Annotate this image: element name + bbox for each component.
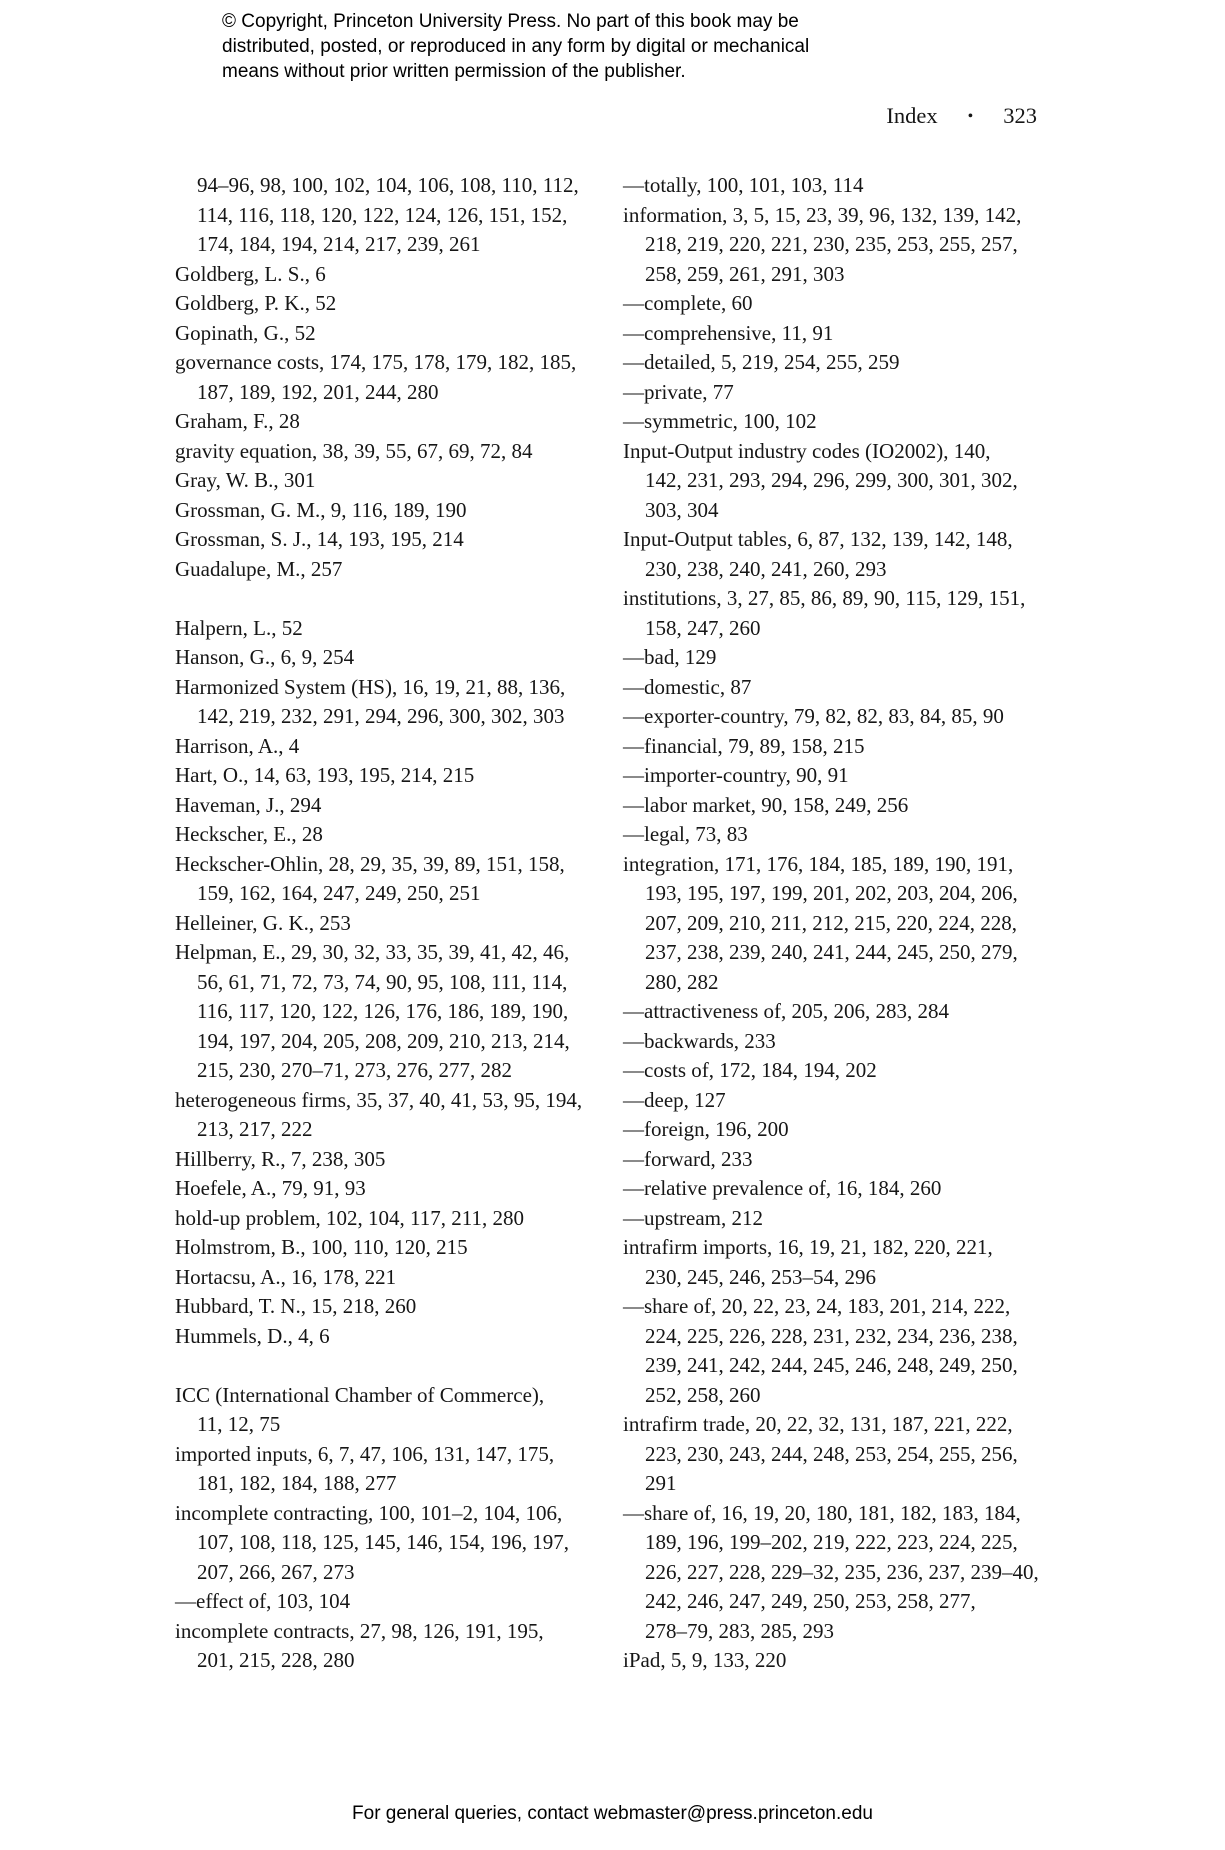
index-entry-line: —effect of, 103, 104 [175,1589,351,1613]
index-entry-continuation-line: 224, 225, 226, 228, 231, 232, 234, 236, 238, [645,1323,1018,1348]
index-entry-continuation-line: 159, 162, 164, 247, 249, 250, 251 [197,881,481,905]
index-entry-line: Hillberry, R., 7, 238, 305 [175,1146,386,1171]
index-entry-continuation-line: 280, 282 [645,969,719,994]
index-entry-line: —deep, 127 [623,1087,726,1112]
index-entry-line: —domestic, 87 [623,674,752,699]
index-entry-continuation-line: 230, 238, 240, 241, 260, 293 [645,556,887,581]
index-entry-continuation-line: 11, 12, 75 [197,1412,281,1436]
index-entry-line: Hubbard, T. N., 15, 218, 260 [175,1294,417,1318]
index-entry-continuation-line: 207, 209, 210, 211, 212, 215, 220, 224, 228, [645,910,1017,935]
index-entry-continuation-line: 239, 241, 242, 244, 245, 246, 248, 249, 250, [645,1353,1018,1377]
index-entry-continuation-line: 218, 219, 220, 221, 230, 235, 253, 255, 257, [645,232,1018,256]
index-entry-line: gravity equation, 38, 39, 55, 67, 69, 72, 84 [175,438,533,463]
index-entry-line: imported inputs, 6, 7, 47, 106, 131, 147, 175, [175,1441,555,1466]
index-entry-continuation-line: 142, 231, 293, 294, 296, 299, 300, 301, 302, [645,468,1018,492]
index-entry-continuation-line: 181, 182, 184, 188, 277 [197,1471,397,1495]
index-entry-line: —financial, 79, 89, 158, 215 [623,733,865,758]
index-entry-line: Guadalupe, M., 257 [175,556,343,581]
index-entry-line: Halpern, L., 52 [175,615,303,640]
index-entry-line: Grossman, S. J., 14, 193, 195, 214 [175,527,464,551]
index-entry-line: iPad, 5, 9, 133, 220 [623,1648,787,1672]
index-entry-line: heterogeneous firms, 35, 37, 40, 41, 53, 95, 194, [175,1087,583,1112]
index-entry-continuation-line: 201, 215, 228, 280 [197,1648,355,1672]
index-entry-line: —importer-country, 90, 91 [623,763,849,787]
index-entry-line: —costs of, 172, 184, 194, 202 [623,1058,877,1082]
index-entry-line: Harmonized System (HS), 16, 19, 21, 88, 136, [175,674,566,699]
index-entry-line: —foreign, 196, 200 [623,1117,789,1141]
index-entry-line: Harrison, A., 4 [175,733,300,758]
index-entry-line: ICC (International Chamber of Commerce), [175,1382,545,1407]
index-entry-line: —legal, 73, 83 [623,822,748,846]
index-entry-line: governance costs, 174, 175, 178, 179, 182, 185, [175,350,577,374]
index-entry-line: hold-up problem, 102, 104, 117, 211, 280 [175,1205,525,1230]
index-entry-line: —relative prevalence of, 16, 184, 260 [623,1176,942,1200]
index-entry-line: —totally, 100, 101, 103, 114 [623,173,864,197]
index-entry-continuation-line: 114, 116, 118, 120, 122, 124, 126, 151, 152, [197,202,568,227]
index-entry-line: intrafirm imports, 16, 19, 21, 182, 220, 221, [623,1235,993,1259]
index-entry-continuation-line: 226, 227, 228, 229–32, 235, 236, 237, 239–40, [645,1559,1039,1584]
index-entry-line: Helleiner, G. K., 253 [175,910,351,935]
index-entry-line: Input-Output tables, 6, 87, 132, 139, 142, 148, [623,527,1013,551]
index-entry-line: Hoefele, A., 79, 91, 93 [175,1176,366,1200]
index-entry-continuation-line: 158, 247, 260 [645,615,761,640]
index-entry-continuation-line: 116, 117, 120, 122, 126, 176, 186, 189, 190, [197,999,569,1023]
footer-contact-note: For general queries, contact webmaster@press.princeton.edu [352,1803,873,1824]
index-entry-line: —upstream, 212 [623,1205,763,1230]
index-entry-continuation-line: 252, 258, 260 [645,1382,761,1407]
index-entry-line: Graham, F., 28 [175,409,300,433]
index-entry-continuation-line: 207, 266, 267, 273 [197,1559,355,1584]
index-entry-line: incomplete contracting, 100, 101–2, 104, 106, [175,1500,563,1525]
index-entry-line: Helpman, E., 29, 30, 32, 33, 35, 39, 41, 42, 46, [175,940,570,964]
header-bullet-separator: • [967,108,974,125]
index-column-right [623,171,1093,1676]
index-entry-line: Hortacsu, A., 16, 178, 221 [175,1264,397,1289]
index-entry-line: 94–96, 98, 100, 102, 104, 106, 108, 110, 112, [197,173,579,197]
copyright-line-3: means without prior written permission of the publisher. [222,61,686,82]
index-entry-line: —forward, 233 [623,1146,753,1171]
index-entry-line: Goldberg, P. K., 52 [175,291,337,315]
index-entry-line: —labor market, 90, 158, 249, 256 [623,792,909,817]
index-entry-line: Heckscher, E., 28 [175,822,323,846]
index-entry-line: —backwards, 233 [623,1028,776,1053]
index-entry-line: Hart, O., 14, 63, 193, 195, 214, 215 [175,763,475,787]
index-entry-continuation-line: 187, 189, 192, 201, 244, 280 [197,379,439,404]
index-entry-line: Heckscher-Ohlin, 28, 29, 35, 39, 89, 151, 158, [175,851,565,876]
index-entry-continuation-line: 278–79, 283, 285, 293 [645,1618,834,1643]
page-header [886,103,1037,129]
index-entry-line: —exporter-country, 79, 82, 82, 83, 84, 85, 90 [623,704,1004,728]
index-entry-continuation-line: 107, 108, 118, 125, 145, 146, 154, 196, 197, [197,1530,569,1554]
index-entry-line: —comprehensive, 11, 91 [623,320,834,345]
index-entry-continuation-line: 142, 219, 232, 291, 294, 296, 300, 302, 303 [197,704,565,728]
index-entry-continuation-line: 56, 61, 71, 72, 73, 74, 90, 95, 108, 111, 114, [197,969,568,994]
copyright-line-1: © Copyright, Princeton University Press. No part of this book may be [222,11,799,32]
index-entry-continuation-line: 194, 197, 204, 205, 208, 209, 210, 213, 214, [197,1028,570,1053]
index-entry-line: Haveman, J., 294 [175,792,322,817]
index-entry-line: integration, 171, 176, 184, 185, 189, 190, 191, [623,851,1014,876]
index-entry-line: —complete, 60 [623,291,753,315]
index-entry-continuation-line: 174, 184, 194, 214, 217, 239, 261 [197,232,481,256]
index-entry-continuation-line: 223, 230, 243, 244, 248, 253, 254, 255, 256, [645,1441,1018,1466]
index-entry-line: Grossman, G. M., 9, 116, 189, 190 [175,497,467,522]
index-entry-line: incomplete contracts, 27, 98, 126, 191, 195, [175,1618,544,1643]
index-entry-continuation-line: 237, 238, 239, 240, 241, 244, 245, 250, 279, [645,940,1018,964]
index-entry-line: —private, 77 [623,379,734,404]
index-entry-line: institutions, 3, 27, 85, 86, 89, 90, 115, 129, 151, [623,586,1026,610]
index-entry-line: information, 3, 5, 15, 23, 39, 96, 132, 139, 142, [623,202,1022,227]
header-page-number: 323 [1003,103,1037,128]
index-entry-line: —symmetric, 100, 102 [623,409,817,433]
index-entry-line: —bad, 129 [623,645,717,669]
index-entry-continuation-line: 230, 245, 246, 253–54, 296 [645,1264,876,1289]
index-entry-line: Goldberg, L. S., 6 [175,261,326,286]
index-entry-line: Hummels, D., 4, 6 [175,1323,330,1348]
index-entry-continuation-line: 258, 259, 261, 291, 303 [645,261,845,286]
copyright-notice [222,9,809,84]
index-column-left [175,171,635,1676]
index-entry-line: —share of, 16, 19, 20, 180, 181, 182, 183, 184, [623,1500,1021,1525]
header-title: Index [886,103,938,128]
copyright-line-2: distributed, posted, or reproduced in any form by digital or mechanical [222,36,810,57]
column-section-gap [175,584,635,614]
index-entry-continuation-line: 303, 304 [645,497,719,522]
index-entry-continuation-line: 242, 246, 247, 249, 250, 253, 258, 277, [645,1589,976,1613]
index-entry-continuation-line: 291 [645,1471,677,1495]
index-entry-line: —share of, 20, 22, 23, 24, 183, 201, 214, 222, [623,1294,1011,1318]
column-section-gap [175,1351,635,1381]
index-entry-line: —attractiveness of, 205, 206, 283, 284 [623,999,950,1023]
index-entry-continuation-line: 189, 196, 199–202, 219, 222, 223, 224, 225, [645,1530,1018,1554]
index-entry-continuation-line: 193, 195, 197, 199, 201, 202, 203, 204, 206, [645,881,1018,905]
index-entry-line: —detailed, 5, 219, 254, 255, 259 [623,350,900,374]
index-entry-line: Holmstrom, B., 100, 110, 120, 215 [175,1235,468,1259]
index-entry-line: Input-Output industry codes (IO2002), 140, [623,438,991,463]
index-entry-continuation-line: 215, 230, 270–71, 273, 276, 277, 282 [197,1058,512,1082]
index-entry-continuation-line: 213, 217, 222 [197,1117,313,1141]
index-entry-line: Gopinath, G., 52 [175,320,316,345]
index-entry-line: Hanson, G., 6, 9, 254 [175,645,355,669]
index-entry-line: intrafirm trade, 20, 22, 32, 131, 187, 221, 222, [623,1412,1013,1436]
index-entry-line: Gray, W. B., 301 [175,468,316,492]
